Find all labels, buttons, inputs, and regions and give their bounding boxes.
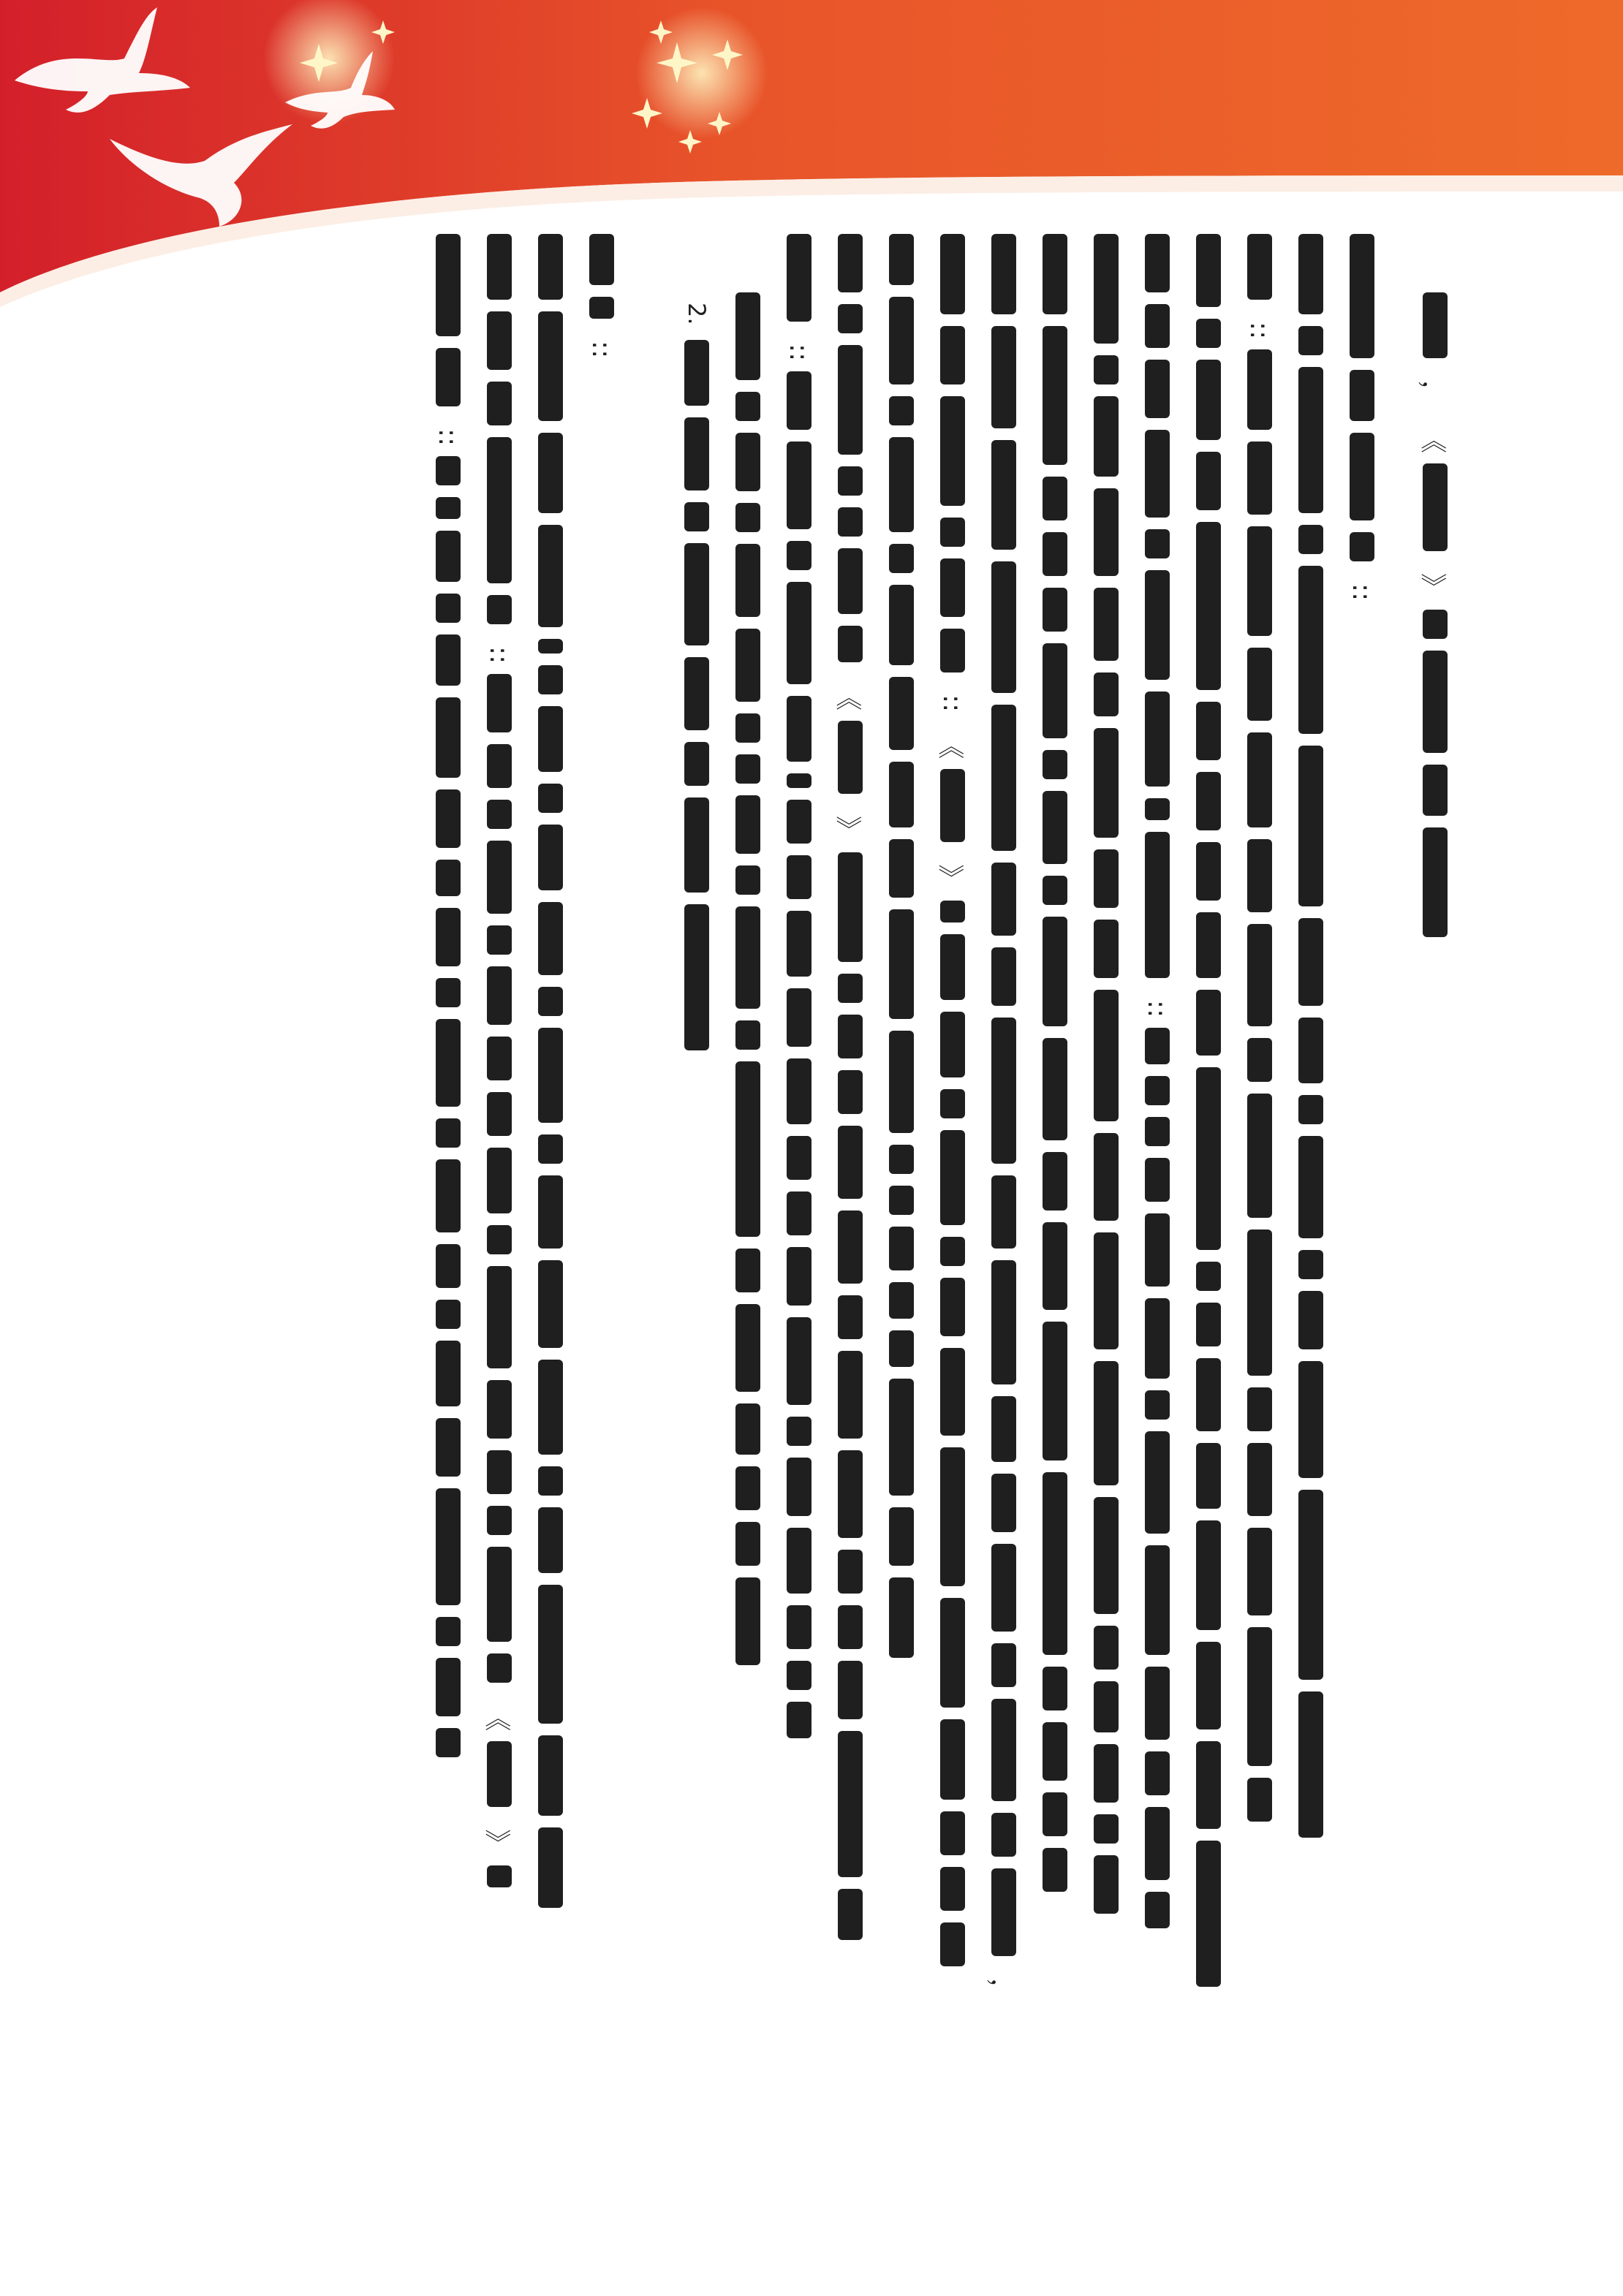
text-line: 《 》 — [834, 234, 866, 1952]
text-line: :: — [1141, 234, 1173, 1940]
text-line: :: — [586, 234, 618, 368]
vertical-script-body — [208, 234, 1451, 2222]
text-line: :: 《 》 — [483, 234, 515, 1899]
text-line — [432, 234, 464, 1769]
text-line — [1346, 234, 1378, 611]
text-line: :: — [783, 234, 815, 1750]
text-line — [1090, 234, 1122, 1925]
text-line — [1192, 234, 1225, 1998]
text-line: ， — [988, 234, 1020, 2015]
text-line — [1419, 292, 1451, 949]
comma-mark: ， — [1418, 380, 1448, 407]
section-heading — [681, 292, 713, 1062]
text-line — [534, 234, 567, 1920]
text-line — [1295, 234, 1327, 1849]
right-quote-mark: 》 — [1418, 573, 1448, 600]
text-line — [885, 234, 918, 1670]
section-number: 2. — [683, 303, 711, 325]
text-line — [732, 292, 764, 1677]
period-mark: :: — [1347, 583, 1377, 602]
text-line: :: 《 》 — [937, 234, 969, 1978]
text-line: :: — [1244, 234, 1276, 1833]
left-quote-mark: 《 — [1418, 427, 1448, 454]
end-mark: :: — [433, 428, 464, 447]
text-line — [1039, 234, 1071, 1903]
